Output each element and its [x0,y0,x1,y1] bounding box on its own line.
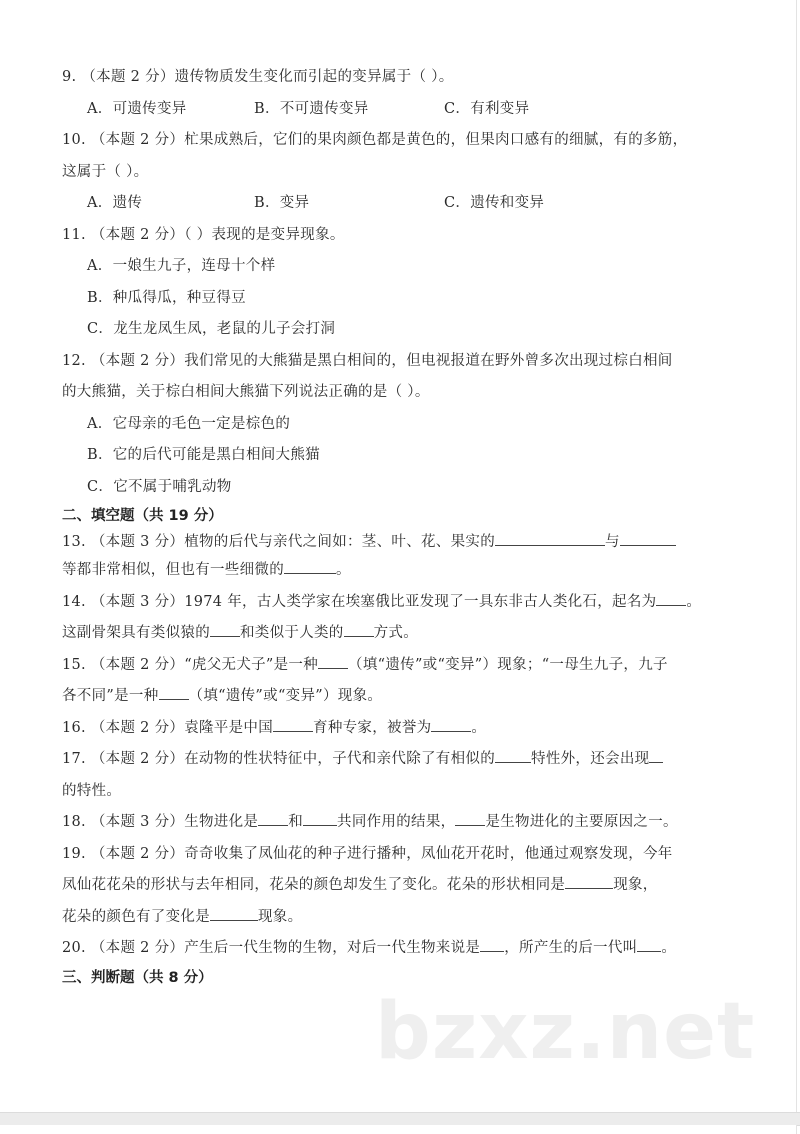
question-15-text: （填“遗传”或“变异”）现象；“一母生九子，九子 [348,656,668,673]
question-17-line2: 的特性。 [62,782,122,799]
page-gap [0,1112,800,1126]
question-12-option-c: C．它不属于哺乳动物 [87,478,232,495]
answer-blank[interactable] [318,654,348,669]
question-14-line1 [62,587,738,619]
question-19-text: 花朵的颜色有了变化是 [62,908,210,925]
option-b: B．变异 [254,195,310,211]
question-18-text: 和 [288,814,304,830]
question-10-stem-line1: 10. （本题 2 分）杧果成熟后，它们的果肉颜色都是黄色的，但果肉口感有的细腻，有的多筋， [62,132,688,148]
question-12-stem-line2: 的大熊猫，关于棕白相间大熊猫下列说法正确的是（ ）。 [62,384,430,400]
question-20-text: 20. （本题 2 分）产生后一代生物的生物，对后一代生物来说是 [62,940,481,956]
question-20-text: 。 [661,940,677,956]
question-14-text: 和类似于人类的 [240,625,344,641]
question-13-text: 13. （本题 3 分）植物的后代与亲代之间如：茎、叶、花、果实的 [62,534,496,550]
question-15-line1 [62,650,738,682]
section-2-title: 二、填空题（共 19 分） [62,508,223,524]
page-content [62,62,738,991]
section-3-title: 三、判断题（共 8 分） [62,969,213,986]
answer-blank[interactable] [565,874,613,889]
question-13-text: 。 [336,562,351,578]
option-a: A．可遗传变异 [87,100,187,117]
answer-blank[interactable] [620,531,676,546]
question-14-text: 这副骨架具有类似猿的 [62,625,210,641]
answer-blank[interactable] [495,748,531,763]
option-b: B．不可遗传变异 [254,100,369,117]
answer-blank[interactable] [649,748,663,763]
question-15-text: （填“遗传”或“变异”）现象。 [188,688,383,704]
question-16-text: 16. （本题 2 分）袁隆平是中国 [62,719,274,736]
question-13-line2 [62,555,738,587]
answer-blank[interactable] [656,591,686,606]
question-13-text: 与 [605,534,620,550]
answer-blank[interactable] [480,937,504,952]
answer-blank[interactable] [495,531,605,546]
question-14-text: 14. （本题 3 分）1974 年，古人类学家在埃塞俄比亚发现了一具东非古人类化石，起名为 [62,593,657,610]
question-18-text: 是生物进化的主要原因之一。 [485,814,678,830]
question-11-option-c: C．龙生龙凤生凤，老鼠的儿子会打洞 [87,321,336,337]
answer-blank[interactable] [258,811,288,826]
question-15-text: 各不同”是一种 [62,688,159,704]
question-16-line1 [62,713,738,745]
watermark: bzxz.net [375,987,756,1077]
question-19-line1: 19. （本题 2 分）奇奇收集了凤仙花的种子进行播种，凤仙花开花时，他通过观察发现，今年 [62,845,673,862]
answer-blank[interactable] [210,906,258,921]
question-16-text: 。 [471,719,487,736]
question-13-text: 等都非常相似，但也有一些细微的 [62,562,284,578]
question-10-options [62,188,738,220]
question-20-text: ，所产生的后一代叫 [504,940,638,956]
question-18-text: 共同作用的结果， [337,814,456,830]
question-19-line2 [62,870,738,902]
question-19-text: 凤仙花花朵的形状与去年相同，花朵的颜色却发生了变化。花朵的形状相同是 [62,877,566,893]
answer-blank[interactable] [637,937,661,952]
answer-blank[interactable] [303,811,337,826]
option-c: C．有利变异 [444,100,530,117]
answer-blank[interactable] [344,622,374,637]
option-a: A．遗传 [87,195,143,211]
question-12-option-b: B．它的后代可能是黑白相间大熊猫 [87,447,320,463]
option-c: C．遗传和变异 [444,195,545,211]
question-19-text: 现象。 [258,908,303,925]
question-9-options [62,94,738,126]
answer-blank[interactable] [159,685,189,700]
next-page-top [0,1125,797,1134]
question-11-option-b: B．种瓜得瓜，种豆得豆 [87,289,246,306]
question-18-text: 18. （本题 3 分）生物进化是 [62,814,259,830]
question-15-line2 [62,681,738,713]
question-18-line1 [62,807,738,839]
question-11-option-a: A．一娘生九子，连母十个样 [87,258,276,274]
question-20-line1 [62,933,738,965]
question-19-text: 现象， [613,877,658,893]
question-14-line2 [62,618,738,650]
question-19-line3 [62,902,738,934]
answer-blank[interactable] [455,811,485,826]
question-17-line1 [62,744,738,776]
question-16-text: 育种专家，被誉为 [313,719,432,736]
question-14-text: 方式。 [373,625,419,641]
question-11-stem: 11. （本题 2 分）（ ）表现的是变异现象。 [62,226,345,243]
question-10-stem-line2: 这属于（ ）。 [62,163,149,180]
question-15-text: 15. （本题 2 分）“虎父无犬子”是一种 [62,656,319,673]
question-13-line1 [62,529,738,555]
answer-blank[interactable] [210,622,240,637]
question-17-text: 17. （本题 2 分）在动物的性状特征中，子代和亲代除了有相似的 [62,751,496,767]
answer-blank[interactable] [284,559,336,574]
answer-blank[interactable] [431,717,471,732]
question-9-stem: 9. （本题 2 分）遗传物质发生变化而引起的变异属于（ ）。 [62,69,454,85]
question-14-text: 。 [686,593,702,610]
question-12-stem-line1: 12. （本题 2 分）我们常见的大熊猫是黑白相间的，但电视报道在野外曾多次出现过棕白相间 [62,352,673,369]
question-17-text: 特性外，还会出现 [531,751,650,767]
question-12-option-a: A．它母亲的毛色一定是棕色的 [87,415,291,432]
answer-blank[interactable] [273,717,313,732]
